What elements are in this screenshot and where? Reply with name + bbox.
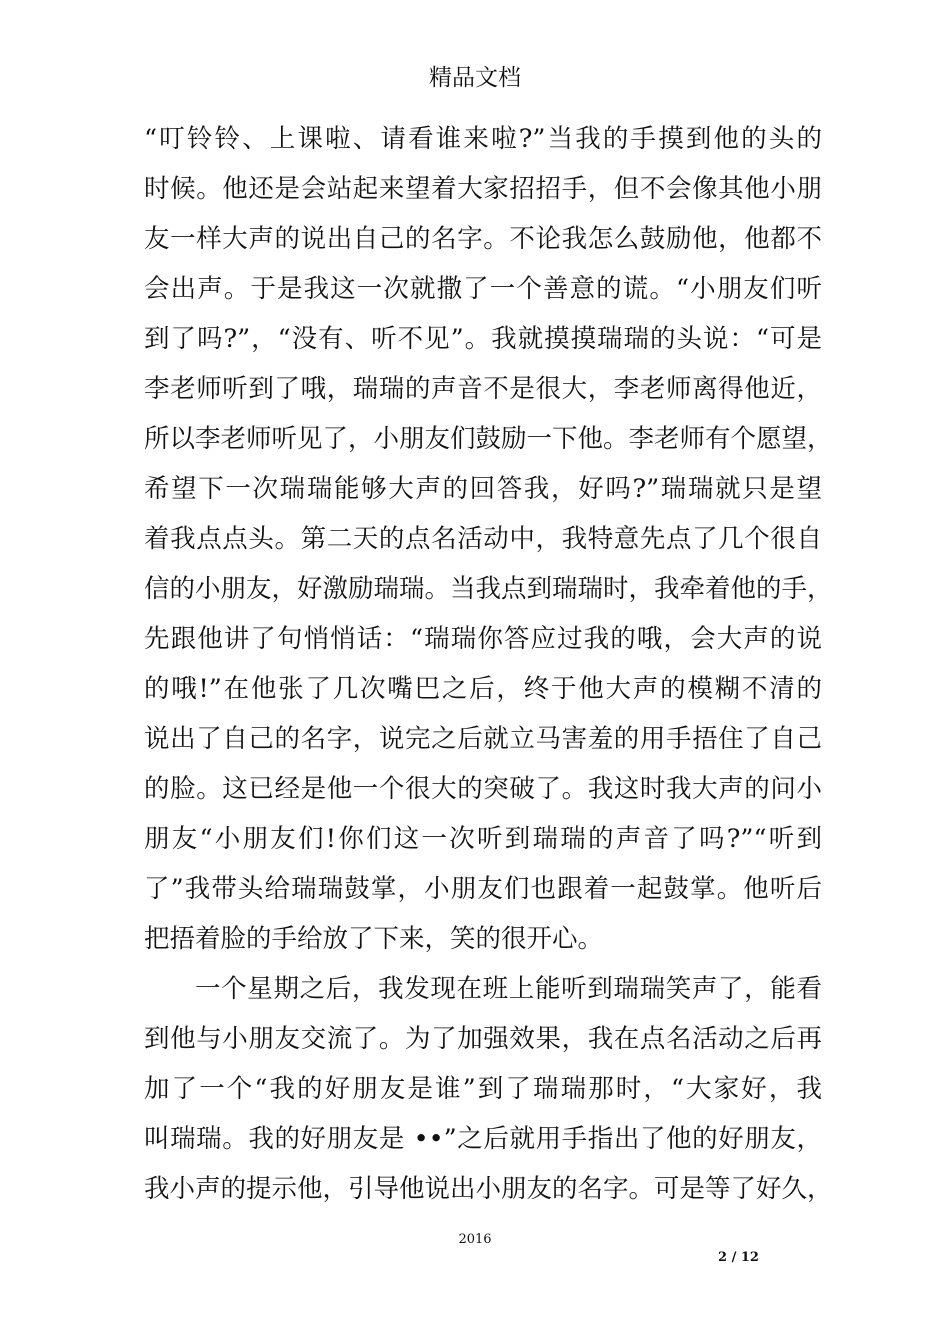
text-line: 说出了自己的名字，说完之后就立马害羞的用手捂住了自己: [144, 724, 822, 754]
text-line: 先跟他讲了句悄悄话：“瑞瑞你答应过我的哦，会大声的说: [144, 624, 822, 654]
text-line: 信的小朋友，好激励瑞瑞。当我点到瑞瑞时，我牵着他的手，: [144, 574, 833, 604]
text-line: 加了一个“我的好朋友是谁”到了瑞瑞那时，“大家好，我: [144, 1074, 822, 1104]
text-line: 了”我带头给瑞瑞鼓掌，小朋友们也跟着一起鼓掌。他听后: [144, 874, 822, 904]
text-line: 到他与小朋友交流了。为了加强效果，我在点名活动之后再: [144, 1024, 822, 1054]
text-line: 我小声的提示他，引导他说出小朋友的名字。可是等了好久，: [144, 1174, 833, 1204]
text-line: 友一样大声的说出自己的名字。不论我怎么鼓励他，他都不: [144, 224, 822, 254]
text-line: 的哦!”在他张了几次嘴巴之后，终于他大声的模糊不清的: [144, 674, 822, 704]
text-line: 所以李老师听见了，小朋友们鼓励一下他。李老师有个愿望，: [144, 424, 833, 454]
text-line: 把捂着脸的手给放了下来，笑的很开心。: [144, 924, 604, 954]
footer-year: 2016: [458, 1232, 492, 1247]
text-line: 一个星期之后，我发现在班上能听到瑞瑞笑声了，能看: [195, 974, 822, 1004]
page-header-title: 精品文档: [429, 65, 521, 91]
document-body: [144, 114, 833, 1214]
text-line: 朋友“小朋友们!你们这一次听到瑞瑞的声音了吗?”“听到: [144, 824, 822, 854]
text-line: 的脸。这已经是他一个很大的突破了。我这时我大声的问小: [144, 774, 822, 804]
text-line: 叫瑞瑞。我的好朋友是 ••”之后就用手指出了他的好朋友，: [144, 1124, 822, 1154]
text-line: “叮铃铃、上课啦、请看谁来啦?”当我的手摸到他的头的: [144, 124, 822, 154]
text-line: 会出声。于是我这一次就撒了一个善意的谎。“小朋友们听: [144, 274, 822, 304]
text-line: 时候。他还是会站起来望着大家招招手，但不会像其他小朋: [144, 174, 822, 204]
text-line: 着我点点头。第二天的点名活动中，我特意先点了几个很自: [144, 524, 822, 554]
text-line: 到了吗?”，“没有、听不见”。我就摸摸瑞瑞的头说：“可是: [144, 324, 822, 354]
text-line: 希望下一次瑞瑞能够大声的回答我，好吗?”瑞瑞就只是望: [144, 474, 822, 504]
page-number: 2 / 12: [718, 1250, 759, 1265]
text-line: 李老师听到了哦，瑞瑞的声音不是很大，李老师离得他近，: [144, 374, 822, 404]
